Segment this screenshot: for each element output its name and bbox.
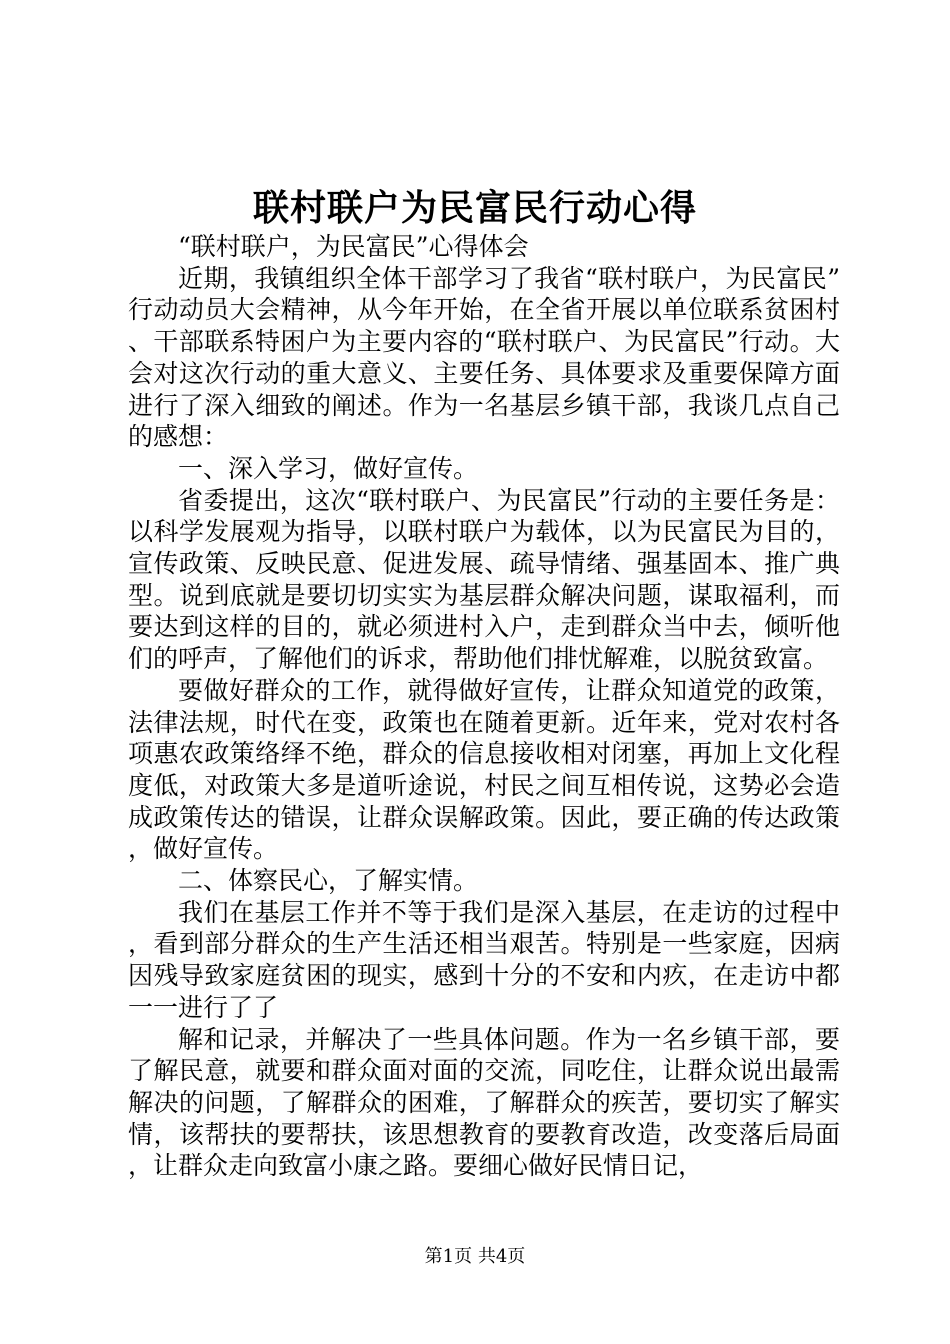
page-footer: 第1页 共4页 (424, 1246, 526, 1267)
section-heading-1: 一、深入学习，做好宣传。 (178, 453, 479, 483)
document-body (128, 231, 840, 1182)
paragraph-section-2a: 我们在基层工作并不等于我们是深入基层，在走访的过程中，看到部分群众的生产生活还相当艰苦。特别是一些家庭，因病因残导致家庭贫困的现实，感到十分的不安和内疚，在走访中都一一进行了了 (128, 897, 840, 1022)
document-title: 联村联户为民富民行动心得 (252, 187, 697, 229)
paragraph-section-1a: 省委提出，这次“联村联户、为民富民”行动的主要任务是：以科学发展观为指导，以联村联户为载体，以为民富民为目的，宣传政策、反映民意、促进发展、疏导情绪、强基固本、推广典型。说到底就是要切切实实为基层群众解决问题，谋取福利，而要达到这样的目的，就必须进村入户，走到群众当中去，倾听他们的呼声，了解他们的诉求，帮助他们排忧解难，以脱贫致富。 (128, 485, 840, 674)
paragraph-subtitle: “联村联户，为民富民”心得体会 (178, 232, 529, 261)
paragraph-section-1b: 要做好群众的工作，就得做好宣传，让群众知道党的政策，法律法规，时代在变，政策也在随着更新。近年来，党对农村各项惠农政策络绎不绝，群众的信息接收相对闭塞，再加上文化程度低，对政策大多是道听途说，村民之间互相传说，这势必会造成政策传达的错误，让群众误解政策。因此，要正确的传达政策，做好宣传。 (128, 675, 840, 864)
paragraph-section-2b: 解和记录，并解决了一些具体问题。作为一名乡镇干部，要了解民意，就要和群众面对面的交流，同吃住，让群众说出最需解决的问题，了解群众的困难，了解群众的疾苦，要切实了解实情，该帮扶的要帮扶，该思想教育的要教育改造，改变落后局面，让群众走向致富小康之路。要细心做好民情日记， (128, 1024, 840, 1181)
paragraph-intro: 近期，我镇组织全体干部学习了我省“联村联户，为民富民”行动动员大会精神，从今年开始，在全省开展以单位联系贫困村、干部联系特困户为主要内容的“联村联户、为民富民”行动。大会对这次行动的重大意义、主要任务、具体要求及重要保障方面进行了深入细致的阐述。作为一名基层乡镇干部，我谈几点自己的感想： (128, 263, 840, 452)
section-heading-2: 二、体察民心，了解实情。 (178, 866, 479, 896)
